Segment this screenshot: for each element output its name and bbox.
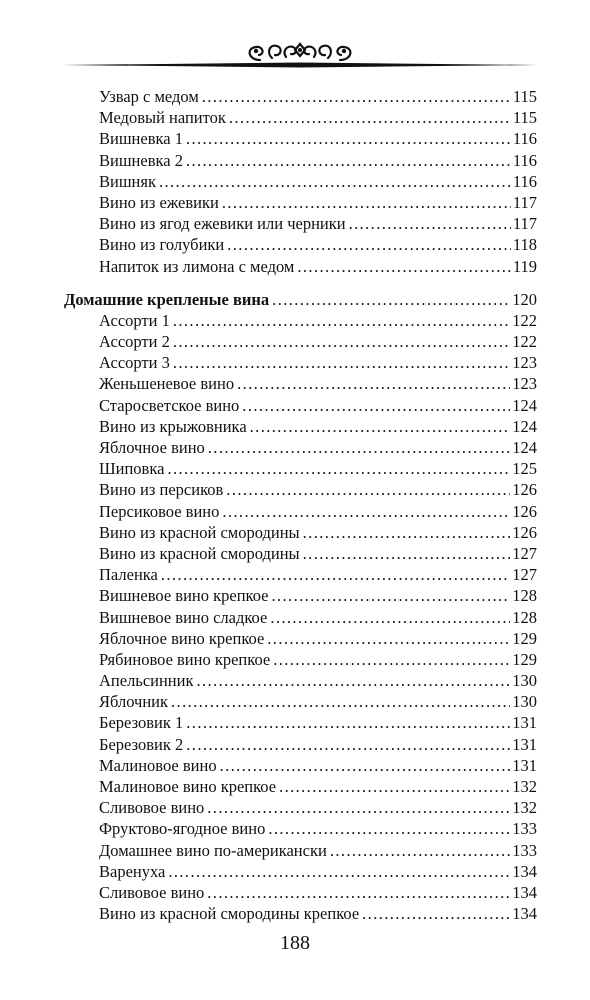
toc-entry (64, 522, 537, 543)
dot-leader (173, 331, 510, 352)
dot-leader (202, 86, 511, 107)
toc-entry (64, 564, 537, 585)
toc-entry-page-number: 134 (512, 861, 537, 881)
toc-entry-page-number: 126 (512, 480, 537, 500)
dot-leader (349, 213, 511, 234)
toc-entry (64, 755, 537, 776)
toc-entry-page-number: 116 (512, 150, 537, 170)
toc-entry (64, 501, 537, 522)
toc-entry (64, 416, 537, 437)
toc-entry-title: Домашнее вино по-американски (99, 840, 327, 860)
toc-entry-title: Вино из красной смородины крепкое (99, 904, 360, 924)
toc-entry-title: Ассорти 2 (99, 332, 170, 352)
toc-entry (64, 150, 537, 171)
toc-entry (64, 670, 537, 691)
toc-entry-page-number: 132 (512, 798, 537, 818)
dot-leader (159, 171, 511, 192)
dot-leader (271, 585, 510, 606)
toc-entry-page-number: 123 (512, 374, 537, 394)
toc-entry-title: Рябиновое вино крепкое (99, 649, 271, 669)
toc-entry-page-number: 122 (512, 310, 537, 330)
toc-entry (64, 903, 537, 924)
toc-entry-page-number: 131 (512, 713, 537, 733)
toc-entry (64, 882, 537, 903)
dot-leader (197, 670, 511, 691)
toc-entry (64, 861, 537, 882)
toc-entry (64, 840, 537, 861)
toc-entry (64, 734, 537, 755)
toc-entry-page-number: 119 (512, 256, 537, 276)
dot-leader (222, 192, 511, 213)
toc-entry-page-number: 115 (512, 87, 537, 106)
toc-entry (64, 585, 537, 606)
toc-entry-page-number: 124 (512, 395, 537, 415)
dot-leader (208, 437, 510, 458)
toc-entry-page-number: 127 (512, 565, 537, 585)
toc-entry-page-number: 131 (512, 734, 537, 754)
toc-entry-title: Вино из ежевики (99, 192, 219, 212)
dot-leader (161, 564, 510, 585)
toc-entry-page-number: 128 (512, 586, 537, 606)
toc-entry-page-number: 133 (512, 819, 537, 839)
toc-entry (64, 395, 537, 416)
toc-entry (64, 213, 537, 234)
toc-entry-page-number: 118 (512, 235, 537, 255)
toc-entry-title: Женьшеневое вино (99, 374, 235, 394)
dot-leader (186, 712, 510, 733)
dot-leader (226, 479, 510, 500)
toc-entry-page-number: 122 (512, 332, 537, 352)
toc-entry-page-number: 116 (512, 129, 537, 149)
toc-entry-page-number: 128 (512, 607, 537, 627)
toc-entry-title: Вино из крыжовника (99, 416, 247, 436)
dot-leader (270, 607, 510, 628)
toc-entry (64, 818, 537, 839)
toc-entry-title: Малиновое вино крепкое (99, 777, 277, 796)
toc-entry-title: Старосветское вино (99, 395, 240, 415)
toc-entry-title: Малиновое вино (99, 755, 217, 775)
dot-leader (279, 776, 510, 797)
toc-entry-title: Фруктово-ягодное вино (99, 819, 266, 839)
toc-entry-page-number: 129 (512, 628, 537, 648)
toc-entry (64, 373, 537, 394)
toc-entry (64, 310, 537, 331)
toc-entry-page-number: 125 (512, 459, 537, 479)
toc-entry (64, 171, 537, 192)
table-of-contents (64, 86, 537, 924)
toc-entry (64, 479, 537, 500)
toc-entry-title: Яблочник (99, 692, 169, 712)
dot-leader (220, 755, 511, 776)
toc-entry-page-number: 130 (512, 671, 537, 691)
toc-entry-title: Вино из красной смородины (99, 522, 300, 542)
toc-entry-title: Вишняк (99, 171, 156, 191)
toc-entry-page-number: 131 (512, 755, 537, 775)
dot-leader (229, 107, 511, 128)
toc-entry-page-number: 134 (512, 904, 537, 924)
toc-entry-page-number: 117 (512, 214, 537, 234)
toc-entry (64, 607, 537, 628)
dot-leader (167, 458, 510, 479)
toc-entry-title: Березовик 1 (99, 713, 184, 733)
dot-leader (186, 150, 511, 171)
toc-entry-title: Вишневое вино сладкое (99, 607, 268, 627)
toc-entry-page-number: 115 (512, 108, 537, 128)
dot-leader (303, 522, 511, 543)
toc-entry (64, 437, 537, 458)
toc-entry-title: Паленка (99, 565, 158, 585)
toc-entry-title: Вишневка 2 (99, 150, 183, 170)
toc-entry (64, 352, 537, 373)
toc-entry-title: Вино из красной смородины (99, 543, 300, 563)
dot-leader (272, 289, 510, 310)
toc-entry-title: Медовый напиток (99, 108, 226, 128)
dot-leader (207, 882, 510, 903)
dot-leader (267, 628, 510, 649)
dot-leader (227, 234, 511, 255)
toc-entry-title: Вино из персиков (99, 480, 224, 500)
toc-entry-title: Березовик 2 (99, 734, 184, 754)
toc-entry-title: Ассорти 1 (99, 310, 170, 330)
toc-entry-page-number: 127 (512, 543, 537, 563)
toc-entry-page-number: 124 (512, 438, 537, 457)
toc-entry (64, 776, 537, 797)
toc-entry-title: Вишневое вино крепкое (99, 586, 269, 606)
toc-entry-title: Сливовое вино (99, 798, 205, 818)
toc-entry (64, 192, 537, 213)
toc-entry-page-number: 134 (512, 882, 537, 902)
toc-entry-page-number: 129 (512, 649, 537, 669)
dot-leader (173, 310, 510, 331)
toc-entry-page-number: 133 (512, 840, 537, 860)
toc-entry (64, 128, 537, 149)
dot-leader (171, 691, 510, 712)
toc-entry-title: Персиковое вино (99, 501, 220, 521)
page-number: 188 (280, 932, 310, 954)
dot-leader (330, 840, 510, 861)
toc-entry (64, 628, 537, 649)
dot-leader (237, 373, 510, 394)
dot-leader (186, 734, 510, 755)
toc-entry-page-number: 130 (512, 692, 537, 712)
toc-entry-title: Вино из голубики (99, 235, 225, 255)
toc-entry (64, 234, 537, 255)
toc-entry (64, 649, 537, 670)
dot-leader (273, 649, 510, 670)
toc-entry-title: Ассорти 3 (99, 353, 170, 373)
toc-entry (64, 543, 537, 564)
scroll-ornament-icon (60, 38, 540, 78)
dot-leader (303, 543, 511, 564)
toc-entry-title: Вино из ягод ежевики или черники (99, 214, 346, 234)
toc-entry-page-number: 124 (512, 416, 537, 436)
dot-leader (222, 501, 510, 522)
toc-entry (64, 107, 537, 128)
toc-entry-page-number: 117 (512, 192, 537, 212)
dot-leader (297, 256, 511, 277)
toc-entry-page-number: 126 (512, 522, 537, 542)
toc-entry-title: Яблочное вино (99, 438, 205, 457)
toc-entry-page-number: 123 (512, 353, 537, 373)
toc-entry-title: Вишневка 1 (99, 129, 183, 149)
toc-entry-title: Шиповка (99, 459, 165, 479)
dot-leader (268, 818, 510, 839)
toc-entry (64, 712, 537, 733)
toc-entry-page-number: 120 (512, 289, 537, 309)
toc-entry-title: Яблочное вино крепкое (99, 628, 265, 648)
toc-entry (64, 458, 537, 479)
toc-entry (64, 256, 537, 277)
toc-entry-title: Домашние крепленые вина (64, 289, 270, 309)
toc-entry-title: Сливовое вино (99, 882, 205, 902)
toc-entry (64, 331, 537, 352)
dot-leader (362, 903, 510, 924)
toc-section-heading (64, 289, 537, 310)
toc-entry (64, 797, 537, 818)
dot-leader (242, 395, 510, 416)
toc-entry-page-number: 132 (512, 777, 537, 796)
dot-leader (173, 352, 510, 373)
toc-entry-title: Апельсинник (99, 671, 194, 691)
toc-entry-page-number: 126 (512, 501, 537, 521)
toc-entry (64, 691, 537, 712)
dot-leader (186, 128, 511, 149)
dot-leader (207, 797, 510, 818)
toc-entry-page-number: 116 (512, 171, 537, 191)
dot-leader (168, 861, 510, 882)
toc-entry-title: Напиток из лимона с медом (99, 256, 295, 276)
dot-leader (250, 416, 511, 437)
toc-entry-title: Узвар с медом (99, 87, 199, 106)
toc-entry-title: Варенуха (99, 861, 166, 881)
toc-entry (64, 86, 537, 107)
